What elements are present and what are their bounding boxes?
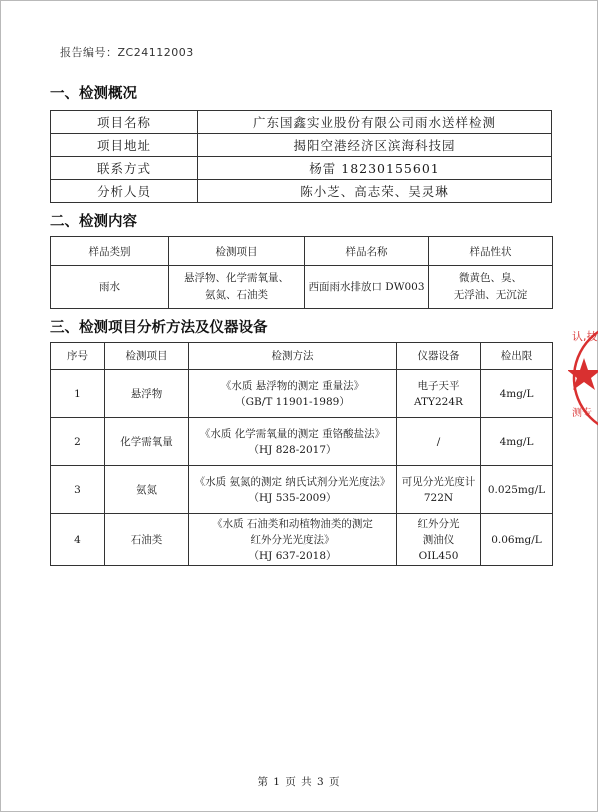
table-row <box>51 370 553 418</box>
column-header: 检出限 <box>481 343 553 370</box>
overview-value: 陈小芝、高志荣、吴灵琳 <box>198 180 552 203</box>
table-row <box>51 134 552 157</box>
report-number: 报告编号：ZC24112003 <box>60 46 194 59</box>
device <box>397 466 481 514</box>
test-items-line: 悬浮物、化学需氧量、 <box>184 272 289 284</box>
method-line: 《水质 氨氮的测定 纳氏试剂分光光度法》 <box>194 475 391 488</box>
table-header-row <box>51 237 553 266</box>
section-title-content: 二、检测内容 <box>50 214 137 230</box>
seal-stamp <box>568 318 598 438</box>
overview-label: 项目名称 <box>51 111 198 134</box>
device-line: / <box>436 435 441 448</box>
method-line: 《水质 石油类和动植物油类的测定 <box>212 517 373 530</box>
overview-label: 项目地址 <box>51 134 198 157</box>
section-title-overview: 一、检测概况 <box>50 86 137 102</box>
seal-stamp-icon <box>568 318 598 438</box>
device <box>397 514 481 566</box>
overview-value: 广东国鑫实业股份有限公司雨水送样检测 <box>198 111 552 134</box>
column-header: 仪器设备 <box>397 343 481 370</box>
row-number: 1 <box>51 370 105 418</box>
test-method <box>189 514 397 566</box>
method-line: 《水质 化学需氧量的测定 重铬酸盐法》 <box>199 427 386 440</box>
test-item: 悬浮物 <box>105 370 189 418</box>
table-row <box>51 180 552 203</box>
detection-limit: 0.06mg/L <box>481 514 553 566</box>
column-header: 检测方法 <box>189 343 397 370</box>
detection-limit: 4mg/L <box>481 418 553 466</box>
overview-table <box>50 110 552 203</box>
sample-traits-line: 微黄色、臭、 <box>459 272 522 284</box>
sample-category: 雨水 <box>51 266 169 309</box>
test-method <box>189 418 397 466</box>
methods-table <box>50 342 553 566</box>
device-line: OIL450 <box>418 549 459 562</box>
column-header: 序号 <box>51 343 105 370</box>
device-line: 电子天平 <box>417 379 460 392</box>
device-line: ATY224R <box>414 395 463 408</box>
row-number: 4 <box>51 514 105 566</box>
row-number: 3 <box>51 466 105 514</box>
device-line: 722N <box>423 491 454 504</box>
column-header: 检测项目 <box>169 237 305 266</box>
overview-label: 分析人员 <box>51 180 198 203</box>
stamp-text-top: 认,技 <box>572 330 598 343</box>
stamp-text-bottom: 测专 <box>572 408 592 419</box>
detection-limit: 4mg/L <box>481 370 553 418</box>
method-line: （HJ 637-2018） <box>248 549 337 562</box>
row-number: 2 <box>51 418 105 466</box>
sample-traits-line: 无浮油、无沉淀 <box>453 289 528 301</box>
sample-traits <box>429 266 553 309</box>
table-row <box>51 157 552 180</box>
column-header: 样品类别 <box>51 237 169 266</box>
method-line: 红外分光光度法》 <box>250 533 335 546</box>
table-row <box>51 111 552 134</box>
device <box>397 370 481 418</box>
column-header: 样品性状 <box>429 237 553 266</box>
device-line: 测油仪 <box>422 533 455 546</box>
table-row <box>51 514 553 566</box>
device-line: 红外分光 <box>417 517 460 530</box>
method-line: （HJ 535-2009） <box>248 491 337 504</box>
table-row <box>51 266 553 309</box>
content-table <box>50 236 553 309</box>
device-line: 可见分光光度计 <box>401 475 476 488</box>
table-row <box>51 418 553 466</box>
column-header: 样品名称 <box>305 237 429 266</box>
overview-label: 联系方式 <box>51 157 198 180</box>
table-row <box>51 466 553 514</box>
detection-limit: 0.025mg/L <box>481 466 553 514</box>
test-item: 石油类 <box>105 514 189 566</box>
test-items <box>169 266 305 309</box>
method-line: （GB/T 11901-1989） <box>235 395 350 408</box>
overview-value: 杨雷 18230155601 <box>198 157 552 180</box>
page-footer: 第 1 页 共 3 页 <box>257 776 341 788</box>
sample-name: 西面雨水排放口 DW003 <box>305 266 429 309</box>
method-line: 《水质 悬浮物的测定 重量法》 <box>220 379 365 392</box>
test-item: 氨氮 <box>105 466 189 514</box>
method-line: （HJ 828-2017） <box>248 443 337 456</box>
section-title-methods: 三、检测项目分析方法及仪器设备 <box>50 320 268 336</box>
overview-value: 揭阳空港经济区滨海科技园 <box>198 134 552 157</box>
table-header-row <box>51 343 553 370</box>
device <box>397 418 481 466</box>
star-icon <box>568 358 598 390</box>
column-header: 检测项目 <box>105 343 189 370</box>
test-method <box>189 466 397 514</box>
test-method <box>189 370 397 418</box>
test-items-line: 氨氮、石油类 <box>205 289 268 301</box>
test-item: 化学需氧量 <box>105 418 189 466</box>
